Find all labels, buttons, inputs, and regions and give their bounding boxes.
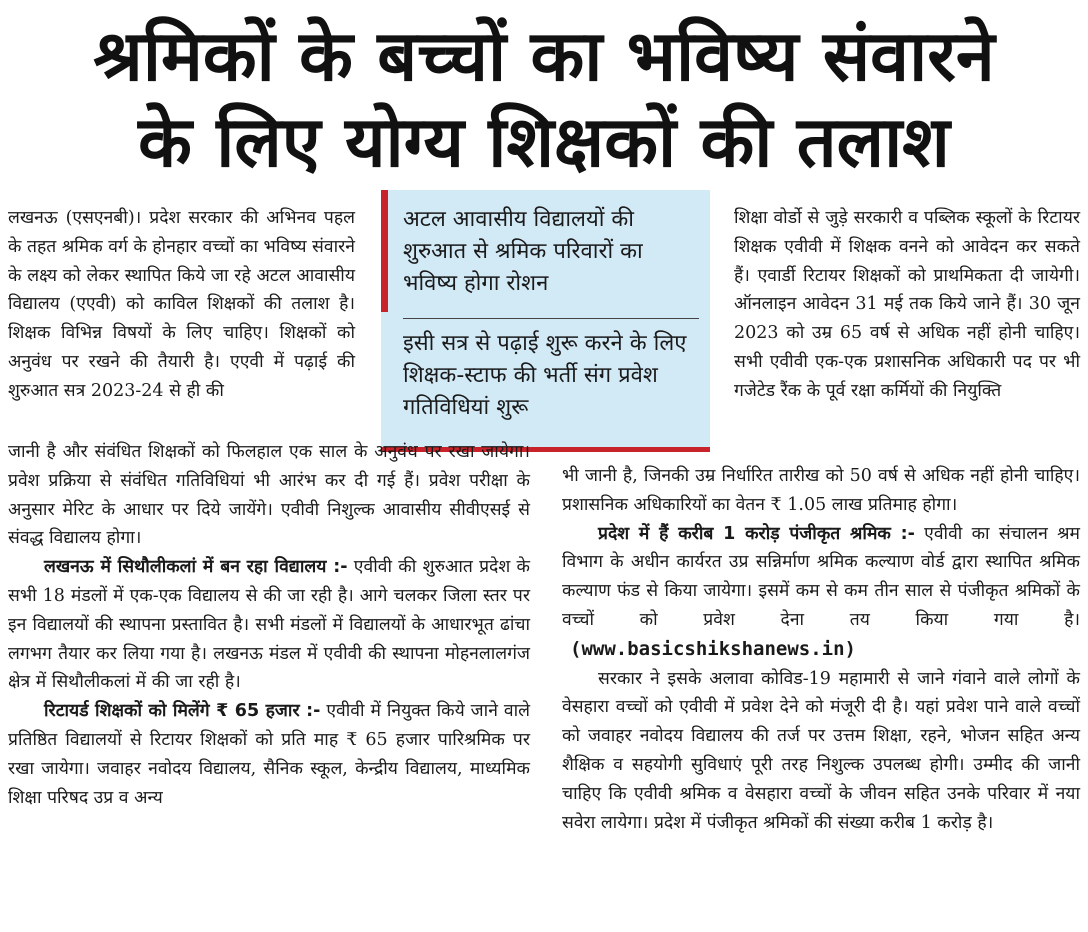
subheading: प्रदेश में हैं करीब 1 करोड़ पंजीकृत श्रमिक :- xyxy=(598,523,915,544)
paragraph xyxy=(8,553,530,697)
article-left-top: लखनऊ (एसएनबी)। प्रदेश सरकार की अभिनव पहल के तहत श्रमिक वर्ग के होनहार वच्चों का भविष्य संवारने के लक्ष्य को लेकर स्थापित किये जा रहे अटल आवासीय विद्यालय (एएवी) को काविल शिक्षकों की तलाश है। शिक्षक विभिन्न विषयों के लिए चाहिए। शिक्षकों को अनुवंध पर रखने की तैयारी है। एएवी में पढ़ाई की शुरुआत सत्र 2023-24 से ही की xyxy=(8,208,355,401)
callout-accent-bar xyxy=(381,190,388,312)
callout-text-2: इसी सत्र से पढ़ाई शुरू करने के लिए शिक्षक-स्टाफ की भर्ती संग प्रवेश गतिविधियां शुरू xyxy=(403,331,687,420)
subheading: लखनऊ में सिथौलीकलां में बन रहा विद्यालय :- xyxy=(44,557,348,578)
paragraph: जानी है और संवंधित शिक्षकों को फिलहाल एक साल के अनुवंध पर रखा जायेगा। प्रवेश प्रक्रिया से संवंधित गतिविधियां भी आरंभ कर दी गई हैं। प्रवेश परीक्षा के अनुसार मेरिट के आधार पर दिये जायेंगे। एवीवी निशुल्क आवासीय सीवीएसई से संवद्ध विद्यालय होगा। xyxy=(8,442,530,549)
headline-line-2: के लिए योग्य शिक्षकों की तलाश xyxy=(138,101,950,183)
article-right-main xyxy=(562,462,1080,837)
paragraph-text: एवीवी का संचालन श्रम विभाग के अधीन कार्यरत उप्र सन्निर्माण श्रमिक कल्याण वोर्ड द्वारा स्थापित श्रमिक कल्याण फंड से किया जायेगा। इसमें कम से कम तीन साल से पंजीकृत श्रमिकों के वच्चों को प्रवेश देना तय किया गया है। xyxy=(562,523,1080,630)
paragraph: सरकार ने इसके अलावा कोविड-19 महामारी से जाने गंवाने वाले लोगों के वेसहारा वच्चों को एवीवी में प्रवेश देने को मंजूरी दी है। यहां प्रवेश पाने वाले वच्चों को जवाहर नवोदय विद्यालय की तर्ज पर उत्तम शिक्षा, रहने, भोजन सहित अन्य शैक्षिक व सहयोगी सुविधाएं पूरी तरह निशुल्क उपलब्ध होगी। उम्मीद की जानी चाहिए कि एवीवी श्रमिक व वेसहारा वच्चों के जीवन सहित उनके परिवार में नया सवेरा लायेगा। प्रदेश में पंजीकृत श्रमिकों की संख्या करीब 1 करोड़ है। xyxy=(562,668,1080,833)
headline-line-1: श्रमिकों के बच्चों का भविष्य संवारने xyxy=(93,15,995,97)
watermark-url: (www.basicshikshanews.in) xyxy=(570,637,856,660)
article-left-main xyxy=(8,438,530,812)
callout-divider xyxy=(403,318,699,319)
subheading: रिटायर्ड शिक्षकों को मिलेंगे ₹ 65 हजार :- xyxy=(44,701,321,722)
callout-box xyxy=(381,190,710,452)
paragraph xyxy=(8,697,530,812)
callout-text-1: अटल आवासीय विद्यालयों की शुरुआत से श्रमिक परिवारों का भविष्य होगा रोशन xyxy=(403,207,643,296)
paragraph xyxy=(562,520,1080,665)
article-right-top: शिक्षा वोर्डो से जुड़े सरकारी व पब्लिक स्कूलों के रिटायर शिक्षक एवीवी में शिक्षक वनने को आवेदन कर सकते हैं। एवार्डी रिटायर शिक्षकों को प्राथमिकता दी जायेगी। ऑनलाइन आवेदन 31 मई तक किये जाने हैं। 30 जून 2023 को उम्र 65 वर्ष से अधिक नहीं होनी चाहिए। सभी एवीवी एक-एक प्रशासनिक अधिकारी पद पर भी गजेटेड रैंक के पूर्व रक्षा कर्मियों की नियुक्ति xyxy=(734,208,1080,401)
paragraph: भी जानी है, जिनकी उम्र निर्धारित तारीख को 50 वर्ष से अधिक नहीं होनी चाहिए। प्रशासनिक अधिकारियों का वेतन ₹ 1.05 लाख प्रतिमाह होगा। xyxy=(562,466,1080,515)
paragraph-text: एवीवी में नियुक्त किये जाने वाले प्रतिष्ठित विद्यालयों से रिटायर शिक्षकों को प्रति माह ₹ 65 हजार पारिश्रमिक पर रखा जायेगा। जवाहर नवोदय विद्यालय, सैनिक स्कूल, केन्द्रीय विद्यालय, माध्यमिक शिक्षा परिषद उप्र व अन्य xyxy=(8,701,530,808)
paragraph-text: एवीवी की शुरुआत प्रदेश के सभी 18 मंडलों में एक-एक विद्यालय से की जा रही है। आगे चलकर जिला स्तर पर इन विद्यालयों की स्थापना प्रस्तावित है। सभी मंडलों में विद्यालयों के आधारभूत ढांचा लगभग तैयार कर लिया गया है। लखनऊ मंडल में एवीवी की स्थापना मोहनलालगंज क्षेत्र में सिथौलीकलां में की जा रही है। xyxy=(8,557,530,693)
